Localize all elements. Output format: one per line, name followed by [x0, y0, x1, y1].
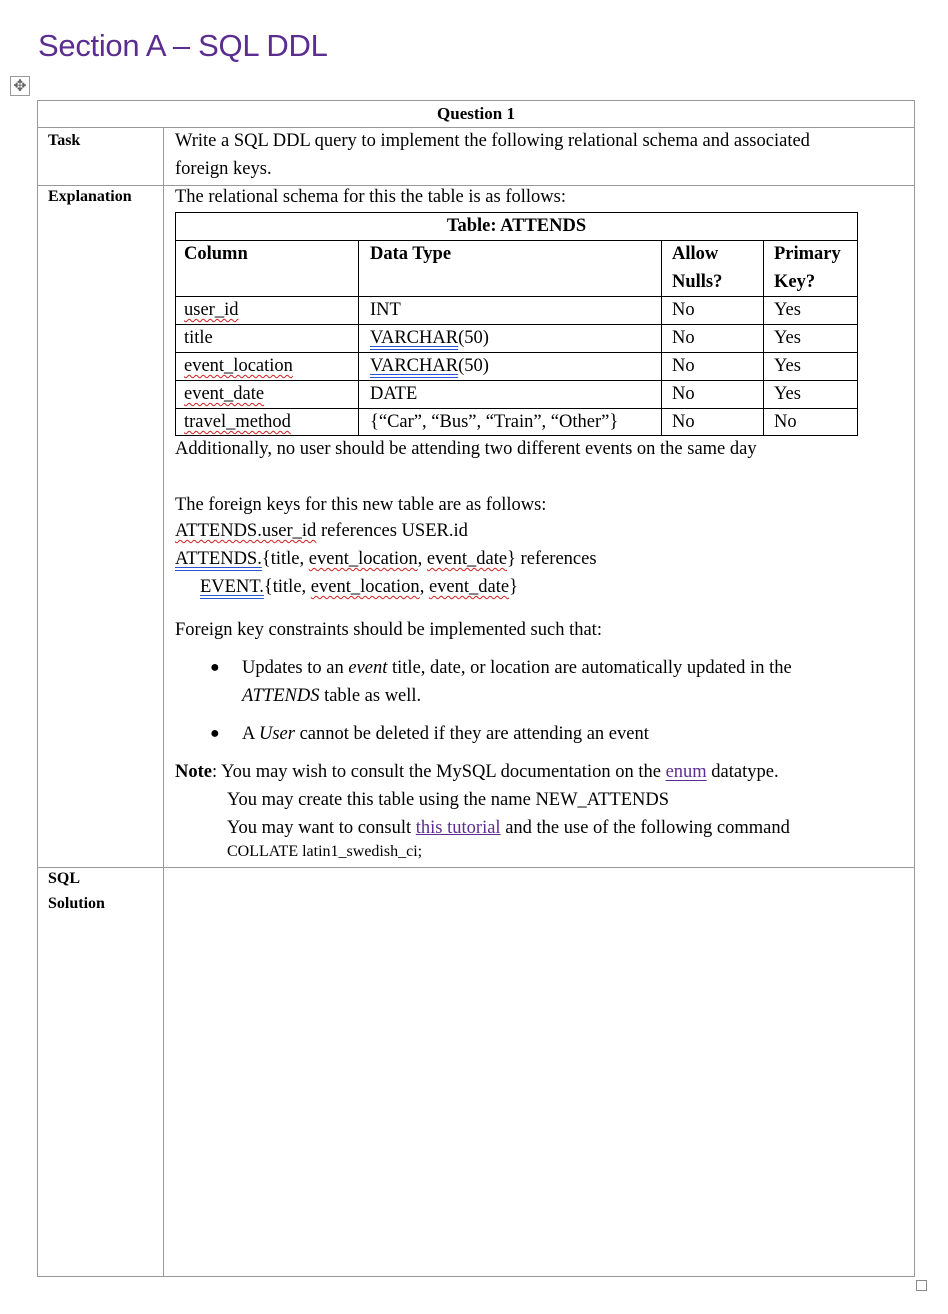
cell-column: title — [184, 328, 213, 348]
cell-divider — [661, 241, 662, 435]
sql-label: SQL — [48, 870, 81, 887]
text-part: : You may wish to consult the MySQL documentation on the — [211, 762, 666, 782]
text-part: and the use of the following command — [500, 818, 790, 838]
additional-text: Additionally, no user should be attending two different events on the same day — [175, 439, 757, 459]
fk-table: EVENT. — [200, 577, 264, 597]
bullet-dot: ● — [210, 659, 220, 676]
text-part: Updates to an — [242, 658, 349, 678]
fk-source: ATTENDS.user_id — [175, 521, 317, 541]
tutorial-link[interactable]: this tutorial — [415, 818, 501, 838]
cell-column: user_id — [184, 300, 239, 320]
bullet-dot: ● — [210, 725, 220, 742]
constraint-1-line1 — [242, 654, 792, 682]
fk-table: ATTENDS. — [175, 549, 262, 569]
fk-part: event_location — [310, 577, 420, 597]
text-part: datatype. — [706, 762, 779, 782]
text-part: A — [242, 724, 259, 744]
fk-part: event_location — [308, 549, 418, 569]
note-line-1 — [175, 758, 779, 786]
cell-pk: No — [774, 412, 797, 432]
cell-type — [370, 324, 489, 352]
enum-link[interactable]: enum — [665, 762, 707, 782]
type-size: (50) — [458, 356, 489, 376]
task-label: Task — [48, 132, 81, 149]
type-size: (50) — [458, 328, 489, 348]
text-part: User — [258, 724, 295, 744]
table-move-handle[interactable] — [10, 76, 30, 96]
text-part: table as well. — [319, 686, 422, 706]
header-column: Column — [184, 244, 248, 264]
attends-schema-table — [175, 212, 858, 436]
cell-column: event_date — [184, 384, 265, 404]
fk-part: } — [509, 577, 518, 597]
note-line-2: You may create this table using the name NEW_ATTENDS — [227, 790, 670, 810]
cell-type — [370, 352, 489, 380]
cell-divider — [358, 241, 359, 435]
cell-type: {“Car”, “Bus”, “Train”, “Other”} — [370, 412, 619, 432]
cell-nulls: No — [672, 412, 695, 432]
fk-target: references USER.id — [316, 521, 468, 541]
cell-nulls: No — [672, 328, 695, 348]
page-heading: Section A – SQL DDL — [38, 28, 328, 63]
solution-label: Solution — [48, 895, 105, 912]
text-part: cannot be deleted if they are attending an event — [294, 724, 649, 744]
row-divider — [176, 380, 857, 381]
type-name: VARCHAR — [370, 328, 459, 348]
cell-nulls: No — [672, 356, 695, 376]
header-nulls: Nulls? — [672, 272, 723, 292]
fk-part: , — [419, 577, 429, 597]
fk-part: } references — [507, 549, 597, 569]
cell-type: INT — [370, 300, 401, 320]
task-text-line2: foreign keys. — [175, 159, 272, 179]
fk-line-2 — [175, 545, 597, 573]
task-text-line1: Write a SQL DDL query to implement the following relational schema and associated — [175, 131, 810, 151]
attends-table-title: Table: ATTENDS — [176, 213, 857, 241]
text-part: You may want to consult — [227, 818, 416, 838]
text-part: title, date, or location are automatically updated in the — [387, 658, 792, 678]
schema-intro: The relational schema for this the table is as follows: — [175, 187, 566, 207]
note-label: Note — [175, 762, 212, 782]
fk-part: , — [417, 549, 427, 569]
constraint-1-line2 — [242, 682, 421, 710]
header-data-type: Data Type — [370, 244, 452, 264]
move-handle-icon: ✥ — [13, 76, 27, 95]
type-name: VARCHAR — [370, 356, 459, 376]
row-divider — [176, 324, 857, 325]
fk-line-3 — [200, 573, 518, 601]
fk-intro: The foreign keys for this new table are as follows: — [175, 495, 547, 515]
fk-part: event_date — [428, 577, 510, 597]
text-part: ATTENDS — [242, 686, 320, 706]
header-key: Key? — [774, 272, 816, 292]
fk-part: {title, — [263, 577, 311, 597]
cell-nulls: No — [672, 384, 695, 404]
cell-type: DATE — [370, 384, 418, 404]
cell-pk: Yes — [774, 328, 801, 348]
fk-part: event_date — [426, 549, 508, 569]
question-title: Question 1 — [437, 104, 515, 123]
cell-column: travel_method — [184, 412, 291, 432]
resize-handle-icon[interactable] — [916, 1280, 927, 1291]
fk-line-1 — [175, 517, 468, 545]
note-line-3 — [227, 814, 790, 842]
sql-solution-area[interactable] — [164, 868, 914, 1276]
collate-command: COLLATE latin1_swedish_ci; — [227, 843, 423, 860]
constraints-intro: Foreign key constraints should be implemented such that: — [175, 620, 602, 640]
cell-pk: Yes — [774, 300, 801, 320]
row-divider — [176, 296, 857, 297]
cell-divider — [763, 241, 764, 435]
explanation-label: Explanation — [48, 188, 132, 205]
cell-pk: Yes — [774, 356, 801, 376]
text-part: event — [348, 658, 388, 678]
fk-part: {title, — [261, 549, 309, 569]
cell-column: event_location — [184, 356, 293, 376]
cell-pk: Yes — [774, 384, 801, 404]
cell-nulls: No — [672, 300, 695, 320]
header-primary: Primary — [774, 244, 841, 264]
header-allow: Allow — [672, 244, 719, 264]
constraint-2 — [242, 720, 649, 748]
